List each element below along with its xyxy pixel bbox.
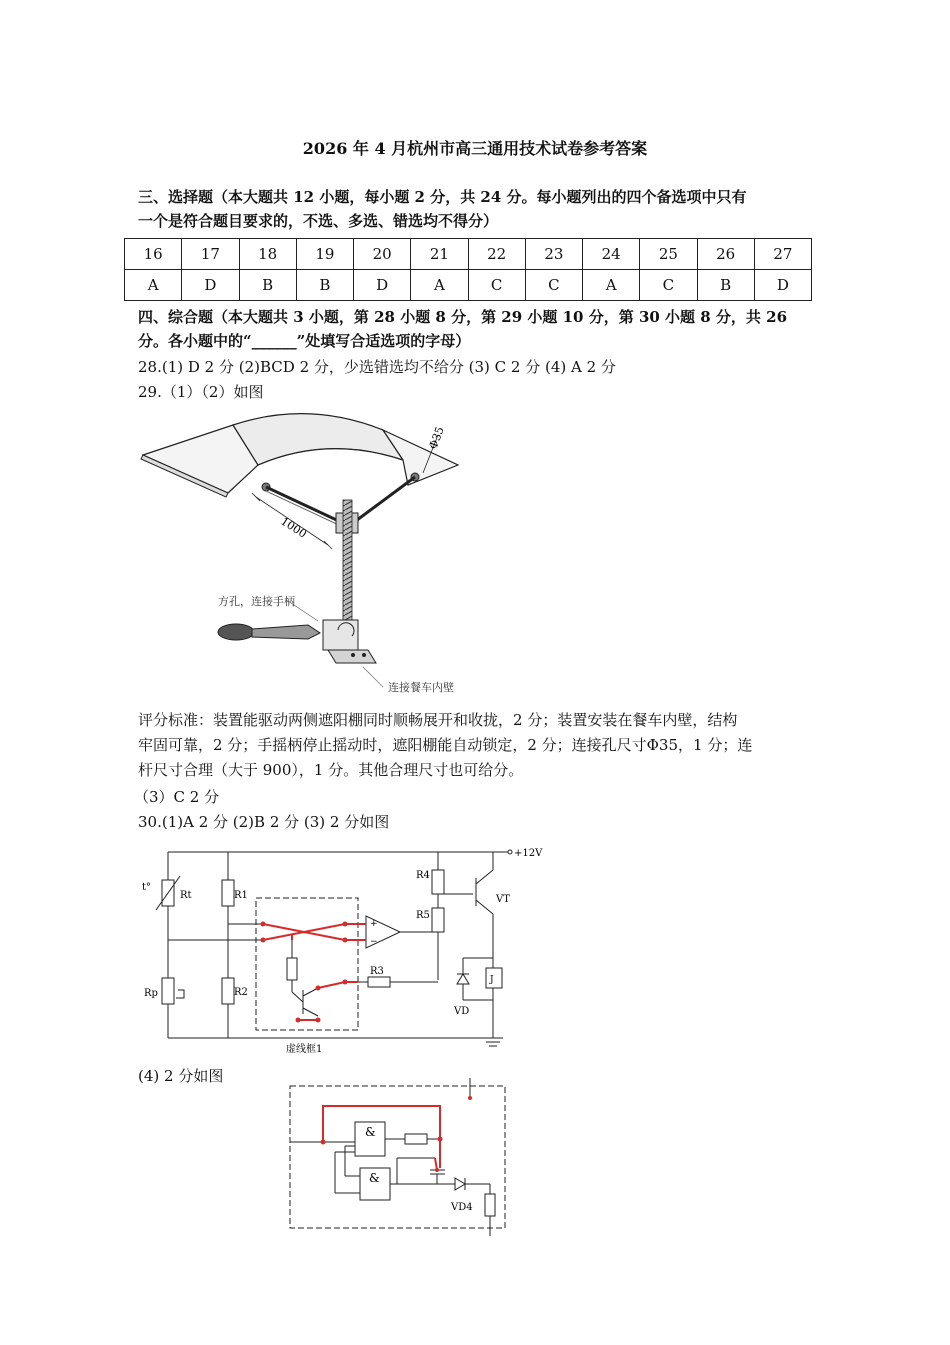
question-number: 22 — [468, 239, 525, 270]
page-title: 2026 年 4 月杭州市高三通用技术试卷参考答案 — [302, 139, 648, 158]
answer-cell: C — [468, 270, 525, 301]
answer-cell: B — [296, 270, 353, 301]
question-number: 25 — [640, 239, 697, 270]
awning-mechanism-figure — [138, 405, 478, 700]
and-gate-2-symbol: & — [369, 1171, 380, 1185]
label-r2: R2 — [234, 987, 248, 998]
q28-answer: 28.(1) D 2 分 (2)BCD 2 分，少选错选均不给分 (3) C 2 分 (4) A 2 分 — [138, 358, 616, 376]
label-relay: J — [490, 975, 494, 985]
answer-table-answers-row — [125, 270, 812, 301]
q29-criteria-line2: 牢固可靠，2 分；手摇柄停止摇动时，遮阳棚能自动锁定，2 分；连接孔尺寸Φ35，1 分；连 — [138, 736, 753, 754]
answer-cell: A — [125, 270, 182, 301]
q30-intro: 30.(1)A 2 分 (2)B 2 分 (3) 2 分如图 — [138, 813, 390, 831]
question-number: 16 — [125, 239, 182, 270]
circuit-diagram-1 — [138, 840, 548, 1060]
temp-symbol: t° — [142, 882, 152, 893]
section3-heading-line1: 三、选择题（本大题共 12 小题，每小题 2 分，共 24 分。每小题列出的四个备选项中只有 — [138, 188, 747, 206]
label-r3: R3 — [370, 966, 384, 977]
answer-cell: C — [640, 270, 697, 301]
q29-criteria-line3: 杆尺寸合理（大于 900），1 分。其他合理尺寸也可给分。 — [138, 761, 524, 779]
question-number: 23 — [525, 239, 582, 270]
supply-label: +12V — [514, 848, 543, 859]
diameter-dimension-label: Φ35 — [426, 424, 447, 452]
answer-table-numbers-row — [125, 239, 812, 270]
answer-cell: D — [182, 270, 239, 301]
q29-part3: （3）C 2 分 — [134, 788, 220, 806]
label-vd: VD — [454, 1006, 470, 1017]
vd4-label: VD4 — [451, 1202, 473, 1213]
label-r4: R4 — [416, 870, 430, 881]
question-number: 18 — [239, 239, 296, 270]
answer-table — [124, 238, 812, 301]
answer-cell: B — [697, 270, 754, 301]
answer-cell: B — [239, 270, 296, 301]
question-number: 17 — [182, 239, 239, 270]
question-number: 19 — [296, 239, 353, 270]
label-vt: VT — [496, 894, 510, 905]
label-rt: Rt — [180, 890, 192, 901]
handle-label: 方孔，连接手柄 — [218, 595, 295, 608]
question-number: 21 — [411, 239, 468, 270]
q29-intro: 29.（1）（2）如图 — [138, 383, 264, 401]
question-number: 20 — [354, 239, 411, 270]
q30-part4: (4) 2 分如图 — [138, 1067, 224, 1085]
question-number: 24 — [583, 239, 640, 270]
length-dimension-label: 1000 — [278, 514, 309, 541]
answer-cell: D — [354, 270, 411, 301]
section4-heading-line2: 分。各小题中的“______”处填写合适选项的字母） — [138, 332, 471, 350]
answer-cell: A — [583, 270, 640, 301]
section3-heading-line2: 一个是符合题目要求的，不选、多选、错选均不得分） — [138, 212, 499, 230]
answer-cell: C — [525, 270, 582, 301]
q29-criteria-line1: 评分标准：装置能驱动两侧遮阳棚同时顺畅展开和收拢，2 分；装置安装在餐车内壁，结构 — [138, 711, 738, 729]
question-number: 26 — [697, 239, 754, 270]
dashed-box-label: 虚线框1 — [286, 1044, 323, 1055]
question-number: 27 — [754, 239, 811, 270]
svg-text:+: + — [370, 919, 378, 929]
section4-heading-line1: 四、综合题（本大题共 3 小题，第 28 小题 8 分，第 29 小题 10 分，第 30 小题 8 分，共 26 — [138, 308, 788, 326]
label-r5: R5 — [416, 910, 430, 921]
wall-label: 连接餐车内壁 — [388, 681, 454, 694]
svg-text:−: − — [370, 937, 378, 947]
answer-cell: A — [411, 270, 468, 301]
answer-cell: D — [754, 270, 811, 301]
label-rp: Rp — [144, 988, 158, 999]
label-r1: R1 — [234, 890, 248, 901]
and-gate-1-symbol: & — [365, 1125, 376, 1139]
circuit-diagram-2 — [285, 1078, 510, 1238]
